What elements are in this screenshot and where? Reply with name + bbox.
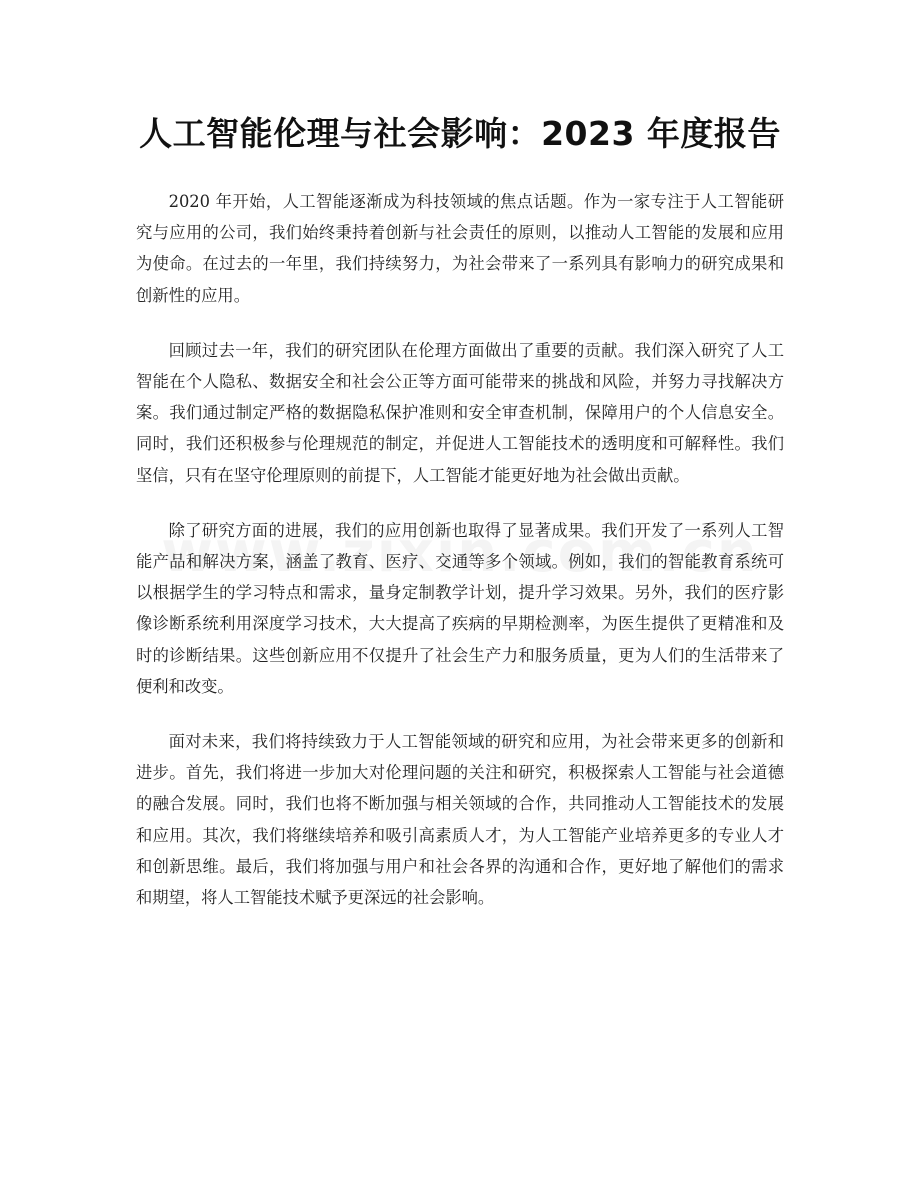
paragraph-1: 2020 年开始，人工智能逐渐成为科技领域的焦点话题。作为一家专注于人工智能研究与应用的公司，我们始终秉持着创新与社会责任的原则，以推动人工智能的发展和应用为使命。在过去的一年里，我们持续努力，为社会带来了一系列具有影响力的研究成果和创新性的应用。 (136, 192, 784, 305)
document-title: 人工智能伦理与社会影响：2023 年度报告 (139, 114, 781, 153)
paragraph-3: 除了研究方面的进展，我们的应用创新也取得了显著成果。我们开发了一系列人工智能产品和解决方案，涵盖了教育、医疗、交通等多个领域。例如，我们的智能教育系统可以根据学生的学习特点和需求，量身定制教学计划，提升学习效果。另外，我们的医疗影像诊断系统利用深度学习技术，大大提高了疾病的早期检测率，为医生提供了更精准和及时的诊断结果。这些创新应用不仅提升了社会生产力和服务质量，更为人们的生活带来了便利和改变。 (136, 520, 784, 696)
paragraph-2: 回顾过去一年，我们的研究团队在伦理方面做出了重要的贡献。我们深入研究了人工智能在个人隐私、数据安全和社会公正等方面可能带来的挑战和风险，并努力寻找解决方案。我们通过制定严格的数据隐私保护准则和安全审查机制，保障用户的个人信息安全。同时，我们还积极参与伦理规范的制定，并促进人工智能技术的透明度和可解释性。我们坚信，只有在坚守伦理原则的前提下，人工智能才能更好地为社会做出贡献。 (136, 340, 784, 485)
paragraph-4: 面对未来，我们将持续致力于人工智能领域的研究和应用，为社会带来更多的创新和进步。首先，我们将进一步加大对伦理问题的关注和研究，积极探索人工智能与社会道德的融合发展。同时，我们也将不断加强与相关领域的合作，共同推动人工智能技术的发展和应用。其次，我们将继续培养和吸引高素质人才，为人工智能产业培养更多的专业人才和创新思维。最后，我们将加强与用户和社会各界的沟通和合作，更好地了解他们的需求和期望，将人工智能技术赋予更深远的社会影响。 (136, 732, 784, 908)
document-body (136, 186, 784, 913)
